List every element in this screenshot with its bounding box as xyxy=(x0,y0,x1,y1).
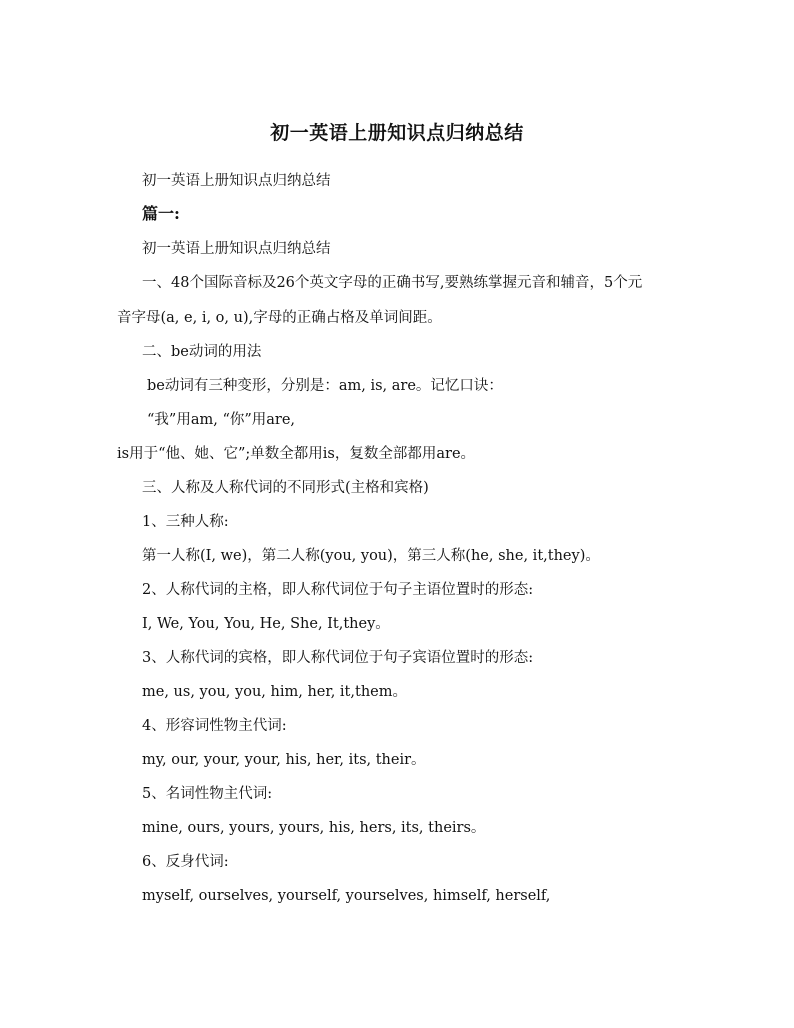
section-label: 篇一: xyxy=(142,204,180,223)
list-heading: 2、人称代词的主格，即人称代词位于句子主语位置时的形态: xyxy=(142,582,534,598)
section-heading: 二、be动词的用法 xyxy=(142,344,262,360)
text-line: I, We, You, You, He, She, It,they。 xyxy=(142,616,390,632)
text-line: be动词有三种变形，分别是：am, is, are。记忆口诀： xyxy=(147,378,503,394)
text-line: myself, ourselves, yourself, yourselves, himself, herself, xyxy=(142,888,551,904)
section-heading: 三、人称及人称代词的不同形式(主格和宾格) xyxy=(142,480,429,496)
list-heading: 6、反身代词: xyxy=(142,854,229,870)
text-line: my, our, your, your, his, her, its, their。 xyxy=(142,752,426,768)
list-heading: 5、名词性物主代词: xyxy=(142,786,273,802)
text-line: me, us, you, you, him, her, it,them。 xyxy=(142,684,407,700)
list-heading: 1、三种人称: xyxy=(142,514,229,530)
text-line: is用于“他、她、它”;单数全都用is，复数全部都用are。 xyxy=(117,446,476,462)
list-heading: 3、人称代词的宾格，即人称代词位于句子宾语位置时的形态: xyxy=(142,650,534,666)
section-subtitle: 初一英语上册知识点归纳总结 xyxy=(142,241,331,257)
text-line: “我”用am, “你”用are, xyxy=(147,412,296,428)
text-line: mine, ours, yours, yours, his, hers, its, theirs。 xyxy=(142,820,486,836)
list-heading: 4、形容词性物主代词: xyxy=(142,718,287,734)
text-line: 音字母(a, e, i, o, u),字母的正确占格及单词间距。 xyxy=(117,310,442,326)
text-line: 一、48个国际音标及26个英文字母的正确书写,要熟练掌握元音和辅音，5个元 xyxy=(142,275,643,291)
text-line: 第一人称(I, we)，第二人称(you, you)，第三人称(he, she, it,they)。 xyxy=(142,548,600,564)
document-title: 初一英语上册知识点归纳总结 xyxy=(270,122,524,144)
document-subtitle: 初一英语上册知识点归纳总结 xyxy=(142,173,331,189)
